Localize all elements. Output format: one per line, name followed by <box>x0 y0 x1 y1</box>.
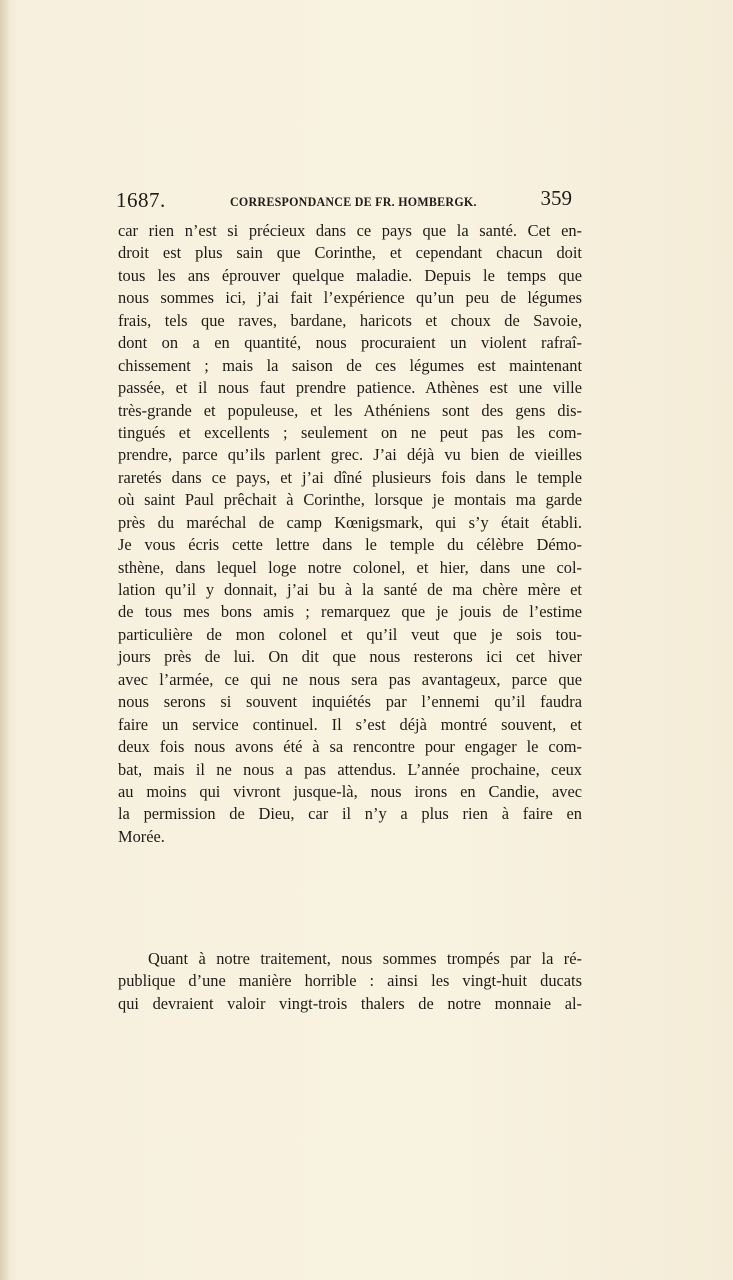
paragraph-1 <box>118 220 582 848</box>
text-line: Quant à notre traitement, nous sommes trompés par la ré- <box>148 949 582 968</box>
text-line: avec l’armée, ce qui ne nous sera pas avantageux, parce que <box>118 669 582 689</box>
text-line: Morée. <box>118 826 165 846</box>
running-title: CORRESPONDANCE DE FR. HOMBERGK. <box>230 194 477 209</box>
text-line: tingués et excellents ; seulement on ne peut pas les com- <box>118 422 582 442</box>
page-number: 359 <box>540 186 572 210</box>
text-line: de tous mes bons amis ; remarquez que je jouis de l’estime <box>118 602 582 622</box>
text-line: près du maréchal de camp Kœnigsmark, qui s’y était établi. <box>118 512 582 532</box>
text-line: bat, mais il ne nous a pas attendus. L’année prochaine, ceux <box>118 759 582 779</box>
text-line: particulière de mon colonel et qu’il veut que je sois tou- <box>118 624 582 644</box>
text-line: publique d’une manière horrible : ainsi les vingt-huit ducats <box>118 971 582 991</box>
spine-shadow <box>0 0 10 1280</box>
text-line: Je vous écris cette lettre dans le temple du célèbre Démo- <box>118 535 582 555</box>
text-line: car rien n’est si précieux dans ce pays que la santé. Cet en- <box>118 221 582 240</box>
text-line: tous les ans éprouver quelque maladie. Depuis le temps que <box>118 265 582 285</box>
page-header <box>116 186 572 216</box>
text-line: faire un service continuel. Il s’est déjà montré souvent, et <box>118 714 582 734</box>
text-line: frais, tels que raves, bardane, haricots et choux de Savoie, <box>118 310 582 330</box>
text-line: où saint Paul prêchait à Corinthe, lorsque je montais ma garde <box>118 490 582 510</box>
text-line: au moins qui vivront jusque-là, nous irons en Candie, avec <box>118 781 582 801</box>
text-line: sthène, dans lequel loge notre colonel, et hier, dans une col- <box>118 557 582 577</box>
text-line: droit est plus sain que Corinthe, et cependant chacun doit <box>118 243 582 263</box>
text-line: nous serons si souvent inquiétés par l’ennemi qu’il faudra <box>118 692 582 712</box>
text-line: nous sommes ici, j’ai fait l’expérience qu’un peu de légumes <box>118 288 582 308</box>
text-line: deux fois nous avons été à sa rencontre pour engager le com- <box>118 737 582 757</box>
text-line: très-grande et populeuse, et les Athéniens sont des gens dis- <box>118 400 582 420</box>
text-line: dont on a en quantité, nous procuraient un violent rafraî- <box>118 333 582 353</box>
text-line: la permission de Dieu, car il n’y a plus rien à faire en <box>118 804 582 824</box>
text-line: lation qu’il y donnait, j’ai bu à la santé de ma chère mère et <box>118 580 582 599</box>
text-line: passée, et il nous faut prendre patience. Athènes est une ville <box>118 378 582 398</box>
text-line: raretés dans ce pays, et j’ai dîné plusieurs fois dans le temple <box>118 467 582 487</box>
paragraph-2 <box>118 948 582 1015</box>
text-line: prendre, parce qu’ils parlent grec. J’ai déjà vu bien de vieilles <box>118 445 582 465</box>
text-line: qui devraient valoir vingt-trois thalers de notre monnaie al- <box>118 993 582 1013</box>
text-line: jours près de lui. On dit que nous resterons ici cet hiver <box>118 647 582 667</box>
text-line: chissement ; mais la saison de ces légumes est maintenant <box>118 355 582 375</box>
header-year: 1687. <box>116 188 166 212</box>
